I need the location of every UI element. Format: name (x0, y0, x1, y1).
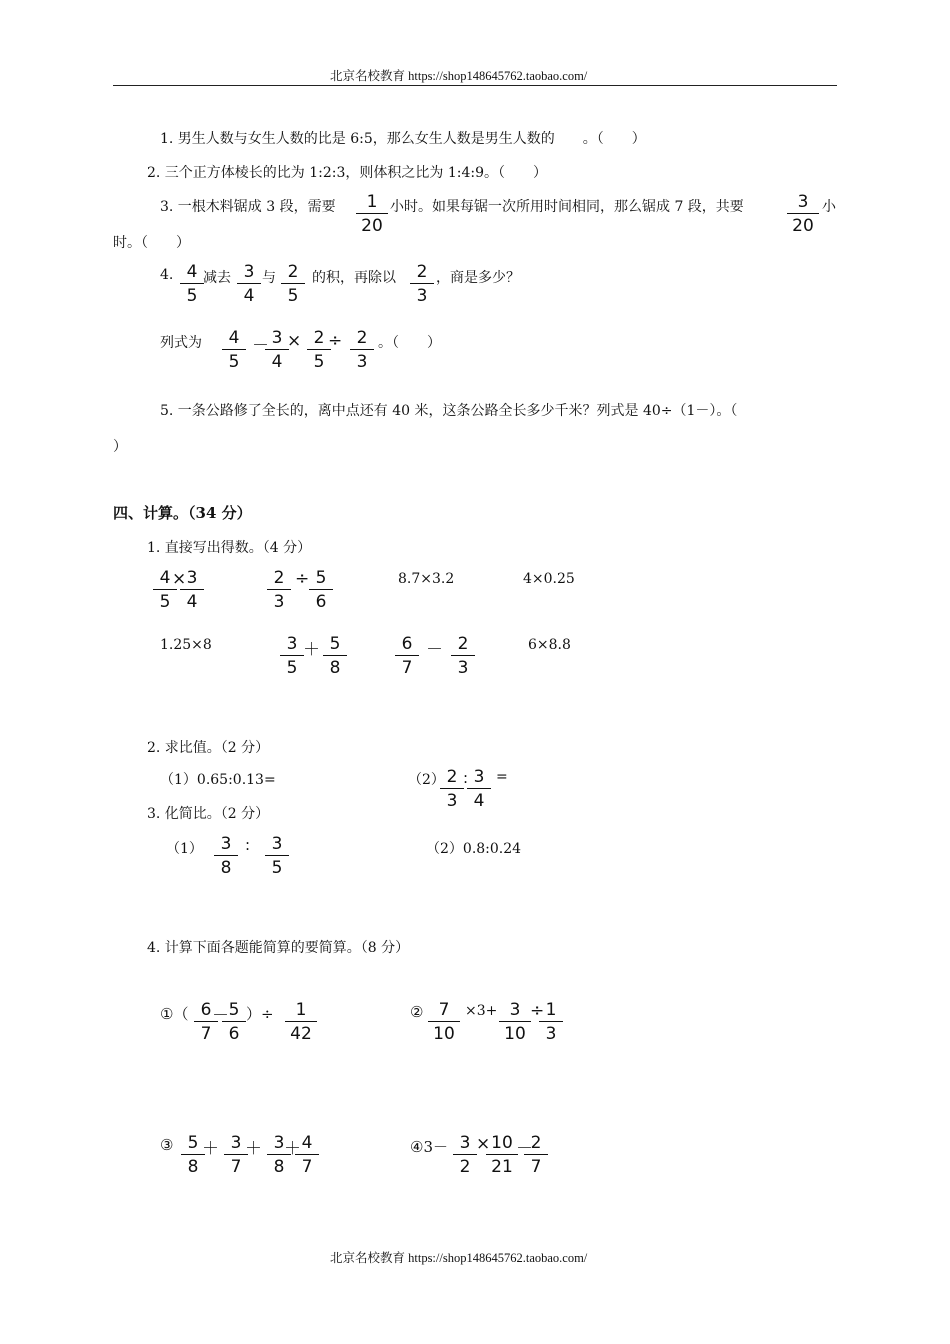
simplify-2: （2）0.8:0.24 (426, 841, 522, 857)
fraction-3-5-p1: 3 5 (280, 634, 304, 678)
minus-sign: － (516, 1139, 533, 1159)
expr-8-7x3-2: 8.7×3.2 (398, 571, 455, 587)
fraction-6-7-c1: 6 7 (194, 1000, 218, 1044)
divide-sign: ÷ (295, 569, 310, 589)
header-rule (113, 85, 837, 86)
calc-1-open: ①（ (160, 1005, 189, 1023)
tf-question-4-end: 。（ ） (378, 335, 441, 351)
part-1-title: 1. 直接写出得数。（4 分） (147, 540, 312, 556)
fraction-2-7-c4: 2 7 (524, 1133, 548, 1177)
fraction-3-8-p3: 3 8 (214, 834, 238, 878)
times-sign: × (172, 569, 187, 589)
fraction-2-5: 2 5 (281, 262, 305, 306)
fraction-1-42-c1: 1 42 (285, 1000, 317, 1044)
tf-question-5-close: ） (113, 439, 127, 455)
plus-sign: ＋ (284, 1139, 301, 1159)
tf-question-4-text-4: ，商是多少？ (436, 270, 520, 286)
fraction-2-5-expr: 2 5 (307, 328, 331, 372)
fraction-10-21-c4: 10 21 (486, 1133, 518, 1177)
fraction-3-4-p1: 3 4 (180, 568, 204, 612)
fraction-5-6-p1: 5 6 (309, 568, 333, 612)
tf-question-4-number: 4. (160, 267, 174, 283)
fraction-3-2-c4: 3 2 (453, 1133, 477, 1177)
fraction-3-4-p2: 3 4 (467, 767, 491, 811)
plus-sign: ＋ (245, 1139, 262, 1159)
colon-sign: : (245, 836, 251, 854)
divide-sign: ÷ (328, 331, 343, 351)
part-3-title: 3. 化简比。（2 分） (147, 806, 270, 822)
fraction-3-7-c3: 3 7 (224, 1133, 248, 1177)
fraction-4-7-c3: 4 7 (295, 1133, 319, 1177)
fraction-2-3-expr: 2 3 (350, 328, 374, 372)
plus-sign: ＋ (303, 640, 320, 660)
fraction-5-8-p1: 5 8 (323, 634, 347, 678)
calc-3-label: ③ (160, 1136, 174, 1154)
fraction-2-3-p2: 2 3 (440, 767, 464, 811)
fraction-3-20: 3 20 (787, 192, 819, 236)
fraction-2-3-p1b: 2 3 (451, 634, 475, 678)
times-sign: × (476, 1134, 491, 1154)
fraction-3-4-expr: 3 4 (265, 328, 289, 372)
fraction-3-8-c3: 3 8 (267, 1133, 291, 1177)
fraction-4-5-p1: 4 5 (153, 568, 177, 612)
fraction-3-4: 3 4 (237, 262, 261, 306)
part-4-title: 4. 计算下面各题能简算的要简算。（8 分） (147, 940, 410, 956)
calc-2-operator: ×3+ (465, 1003, 498, 1019)
fraction-3-5-p3: 3 5 (265, 834, 289, 878)
ratio-2-label: （2） (408, 772, 445, 788)
plus-sign: ＋ (202, 1139, 219, 1159)
tf-question-3-part-b: 小时。如果每锯一次所用时间相同，那么锯成 7 段，共要 (390, 199, 744, 215)
times-sign: × (287, 331, 302, 351)
tf-question-4-text-1: 减去 (203, 270, 231, 286)
fraction-2-3-p1: 2 3 (267, 568, 291, 612)
tf-question-3-part-d: 时。（ ） (113, 235, 190, 251)
fraction-7-10-c2: 7 10 (428, 1000, 460, 1044)
simplify-1-label: （1） (166, 841, 203, 857)
colon-sign: : (463, 769, 469, 787)
fraction-5-6-c1: 5 6 (222, 1000, 246, 1044)
part-2-title: 2. 求比值。（2 分） (147, 740, 270, 756)
minus-sign: － (426, 640, 443, 660)
fraction-2-3: 2 3 (410, 262, 434, 306)
ratio-1: （1）0.65:0.13= (160, 772, 276, 788)
expr-1-25x8: 1.25×8 (160, 637, 212, 653)
minus-sign: － (212, 1006, 229, 1026)
tf-question-2: 2. 三个正方体棱长的比为 1:2:3，则体积之比为 1:4:9。（ ） (147, 165, 548, 181)
calc-1-close: ）÷ (246, 1005, 274, 1023)
tf-question-3-part-a: 3. 一根木料锯成 3 段，需要 (160, 199, 336, 215)
fraction-6-7-p1: 6 7 (395, 634, 419, 678)
page-header: 北京名校教育 https://shop148645762.taobao.com/ (330, 69, 588, 83)
tf-question-4-text-2: 与 (262, 270, 276, 286)
divide-sign: ÷ (530, 1001, 545, 1021)
fraction-1-3-c2: 1 3 (539, 1000, 563, 1044)
tf-question-4-expression-label: 列式为 (160, 335, 202, 351)
fraction-4-5-expr: 4 5 (222, 328, 246, 372)
tf-question-5: 5. 一条公路修了全长的，离中点还有 40 米，这条公路全长多少千米？列式是 40÷（1－）。（ (160, 403, 738, 419)
tf-question-3-part-c: 小 (822, 199, 836, 215)
calc-4-label: ④3－ (410, 1138, 448, 1156)
fraction-4-5: 4 5 (180, 262, 204, 306)
page-footer: 北京名校教育 https://shop148645762.taobao.com/ (330, 1251, 588, 1265)
expr-4x0-25: 4×0.25 (523, 571, 575, 587)
fraction-3-10-c2: 3 10 (499, 1000, 531, 1044)
ratio-2-equals: = (496, 769, 508, 785)
minus-sign: － (252, 336, 269, 356)
fraction-1-20: 1 20 (356, 192, 388, 236)
fraction-5-8-c3: 5 8 (181, 1133, 205, 1177)
expr-6x8-8: 6×8.8 (528, 637, 571, 653)
section-4-title: 四、计算。（34 分） (113, 504, 252, 522)
calc-2-label: ② (410, 1003, 424, 1021)
tf-question-1: 1. 男生人数与女生人数的比是 6:5，那么女生人数是男生人数的 。（ ） (160, 131, 646, 147)
tf-question-4-text-3: 的积，再除以 (312, 270, 396, 286)
